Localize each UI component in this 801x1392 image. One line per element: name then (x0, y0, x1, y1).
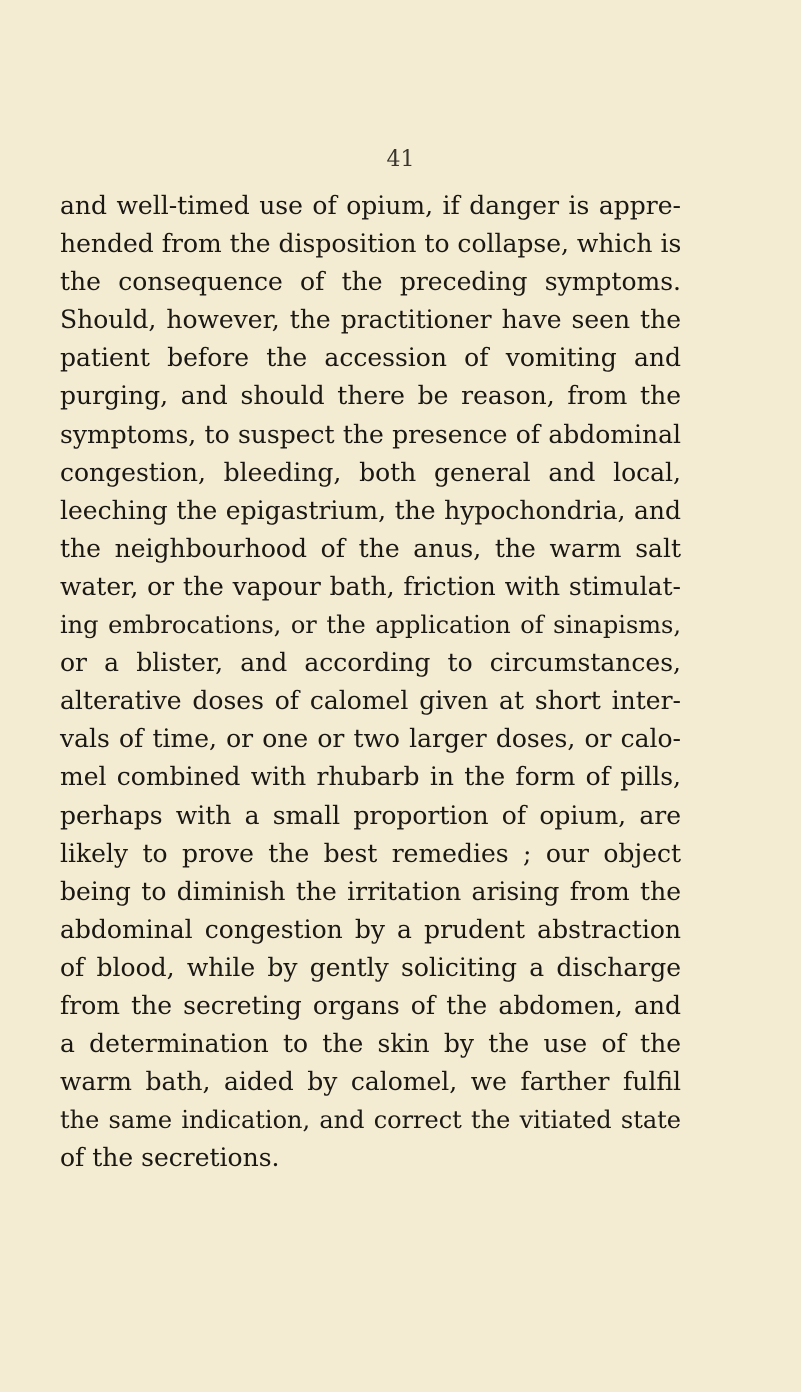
text-line: the same indication, and correct the vitiated state (60, 1106, 681, 1135)
body-text (60, 187, 681, 1177)
text-line: ing embrocations, or the application of sinapisms, (60, 611, 681, 640)
text-line: alterative doses of calomel given at short inter- (60, 686, 681, 716)
text-line: a determination to the skin by the use of the (60, 1029, 681, 1059)
text-line: likely to prove the best remedies ; our object (60, 838, 681, 868)
text-line: the neighbourhood of the anus, the warm salt (60, 533, 681, 563)
text-line: warm bath, aided by calomel, we farther fulfil (60, 1067, 681, 1097)
text-line: perhaps with a small proportion of opium, are (60, 800, 681, 830)
text-line: vals of time, or one or two larger doses, or calo- (60, 724, 681, 754)
text-line: congestion, bleeding, both general and local, (60, 457, 681, 487)
page-number: 41 (386, 147, 415, 172)
text-line: water, or the vapour bath, friction with stimulat- (60, 571, 681, 601)
text-line: patient before the accession of vomiting and (60, 343, 681, 373)
text-line: or a blister, and according to circumstances, (60, 648, 681, 678)
text-line: the consequence of the preceding symptoms. (60, 267, 681, 297)
text-line: Should, however, the practitioner have seen the (60, 305, 681, 335)
text-line: from the secreting organs of the abdomen, and (60, 990, 681, 1020)
text-line: purging, and should there be reason, from the (60, 381, 681, 411)
text-line: of the secretions. (60, 1143, 280, 1173)
text-line: and well-timed use of opium, if danger is appre- (60, 191, 681, 220)
text-line: mel combined with rhubarb in the form of pills, (60, 762, 681, 792)
text-line: hended from the disposition to collapse, which is (60, 229, 682, 259)
text-line: symptoms, to suspect the presence of abdominal (60, 419, 681, 449)
text-line: abdominal congestion by a prudent abstraction (60, 914, 681, 944)
text-line: being to diminish the irritation arising from the (60, 876, 681, 906)
text-line: of blood, while by gently soliciting a discharge (60, 952, 681, 982)
text-line: leeching the epigastrium, the hypochondria, and (60, 495, 681, 525)
